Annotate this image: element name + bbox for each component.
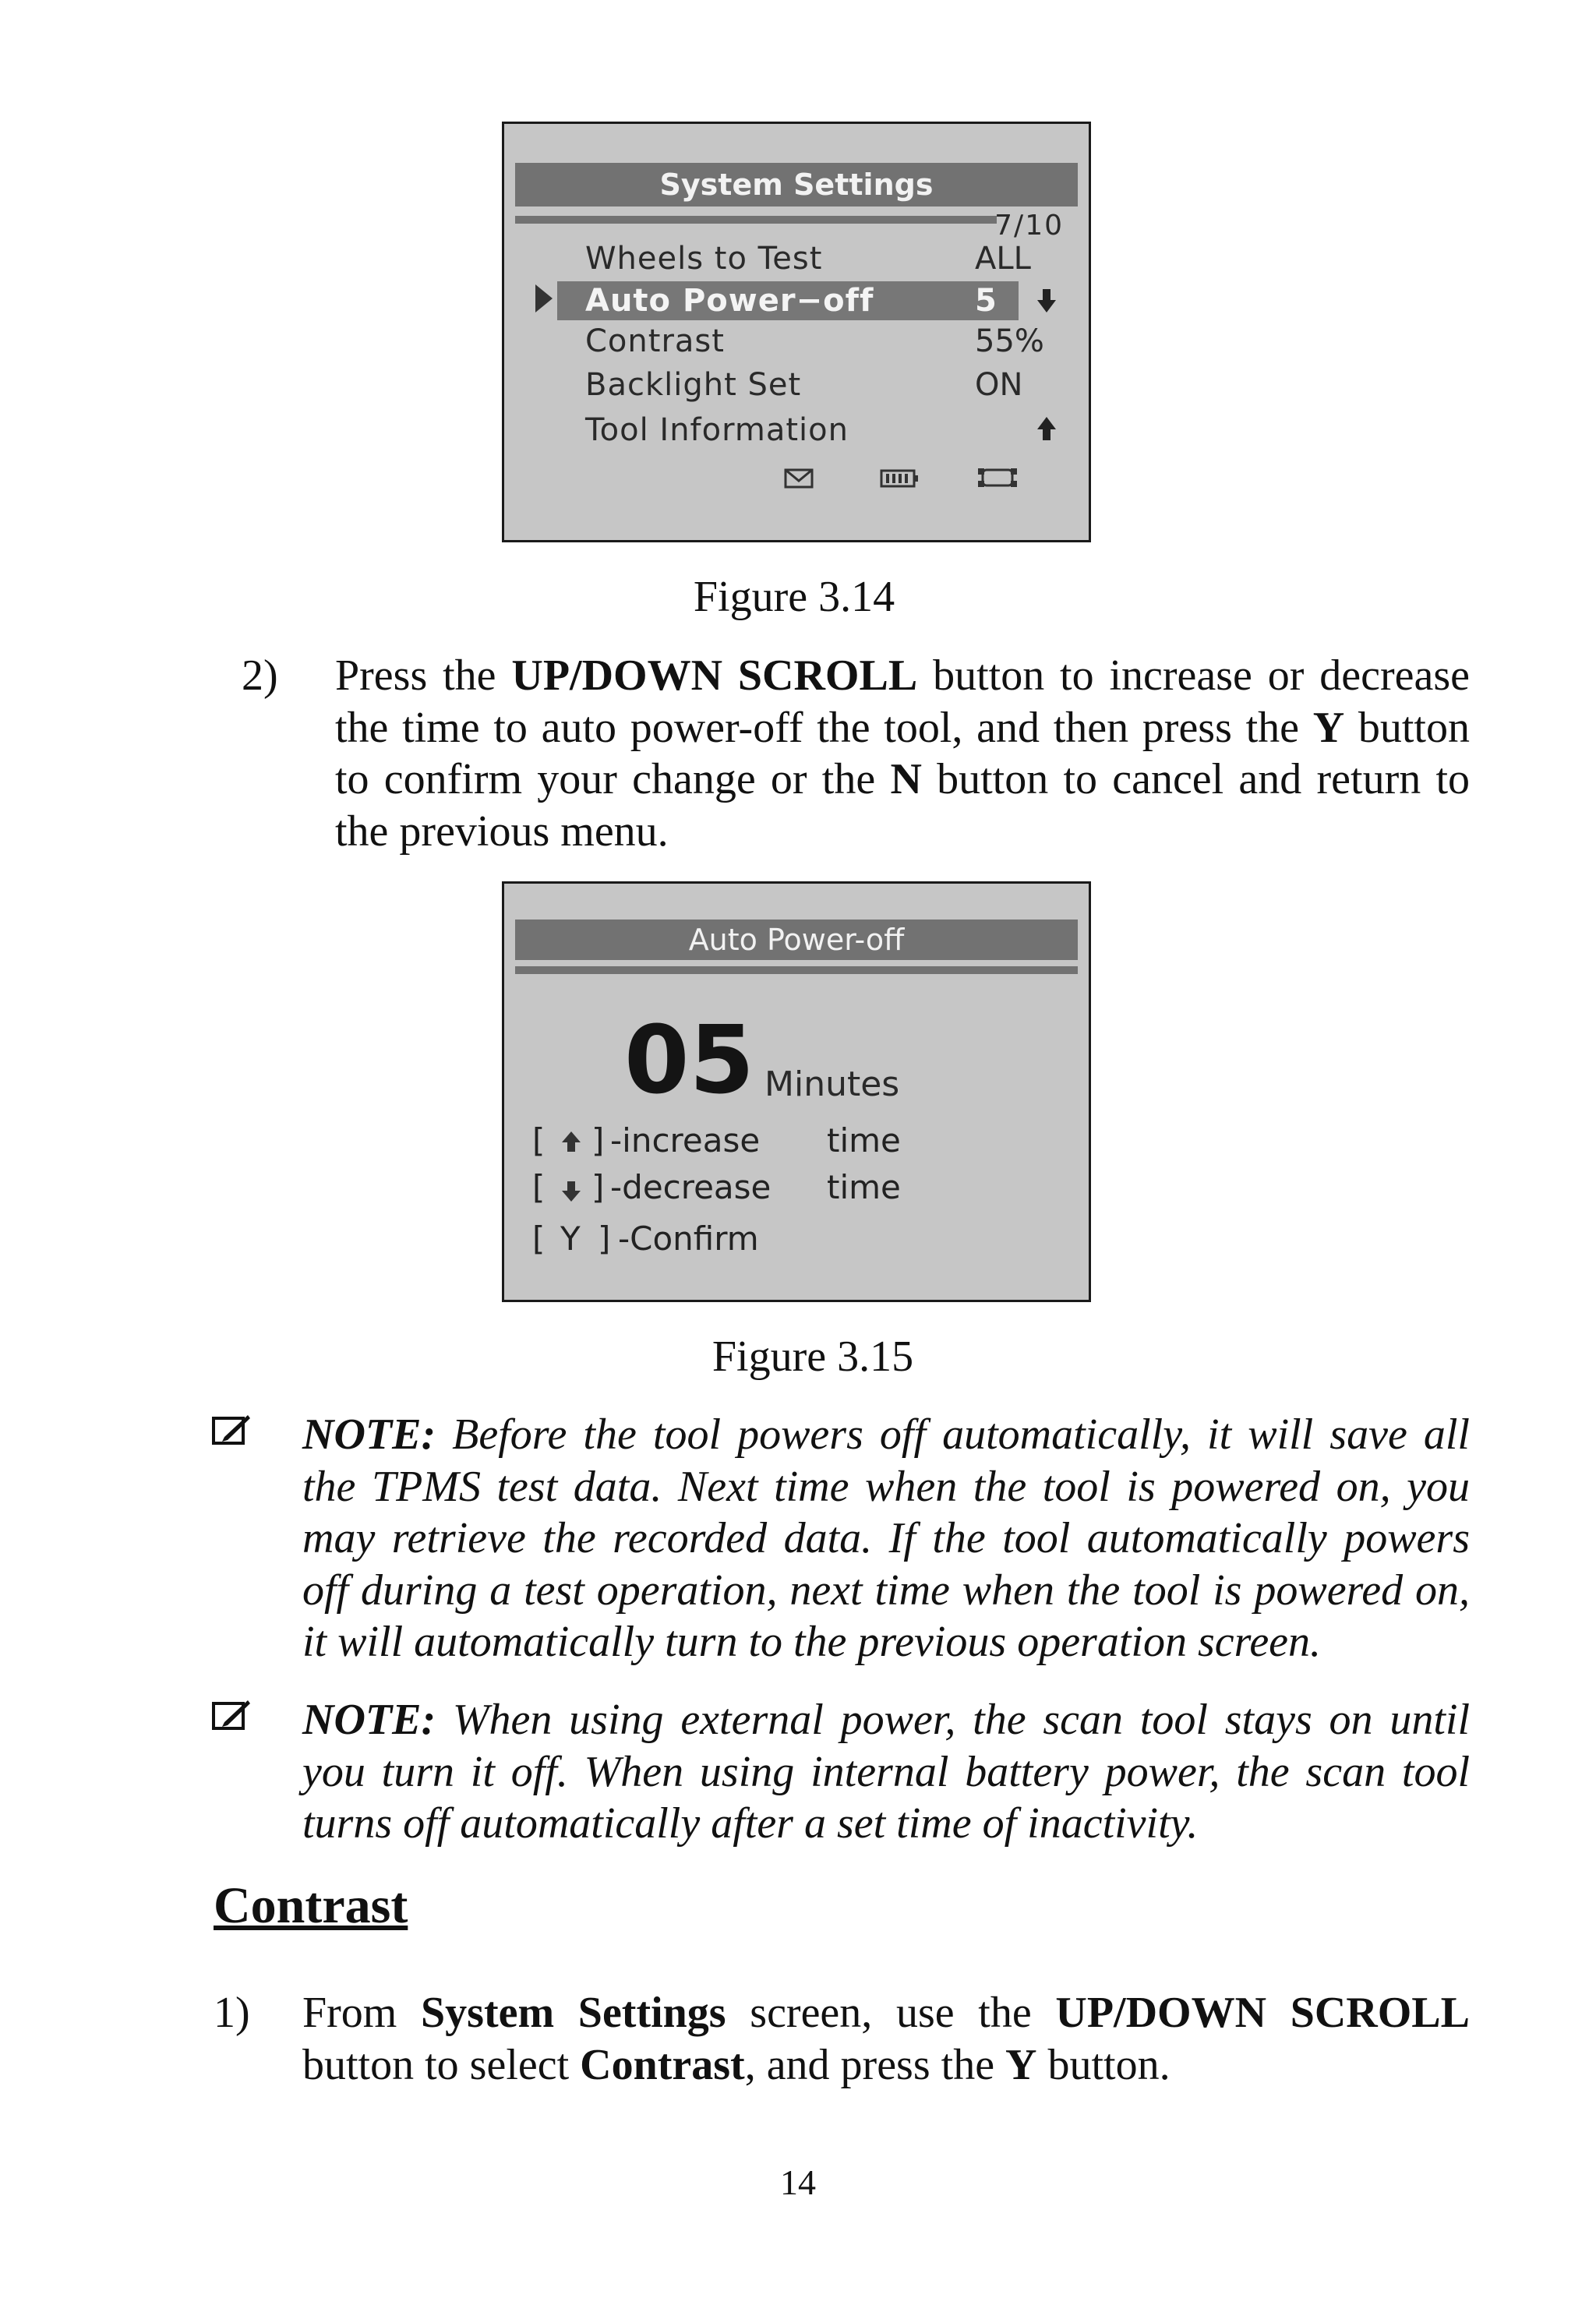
- note-pen-icon: [212, 1699, 251, 1731]
- menu-item-name: Contrast: [580, 2040, 745, 2089]
- power-off-minutes-value: 05: [624, 1007, 754, 1115]
- button-name: Y: [1312, 703, 1345, 752]
- title-rule: [515, 216, 997, 224]
- button-name: UP/DOWN SCROLL: [511, 651, 918, 700]
- system-settings-screen: [502, 122, 1091, 542]
- screen-title: System Settings: [515, 163, 1078, 207]
- note-1: [302, 1409, 1470, 1668]
- note-text: Before the tool powers off automatically, it will save all the TPMS test data. Next time when the tool is powered on, you may retrieve the recorded data. If the tool automatically powers off during a test operation, next time when the tool is powered on, it will automatically turn to the previous operation screen.: [302, 1410, 1470, 1666]
- car-icon: [976, 464, 1019, 490]
- key-action: -Confirm: [618, 1220, 759, 1258]
- menu-row-value: ON: [975, 367, 1023, 403]
- key-letter: Y: [560, 1220, 581, 1258]
- bracket: [: [532, 1121, 546, 1160]
- menu-row-label: Wheels to Test: [585, 241, 823, 277]
- text-run: button.: [1036, 2040, 1171, 2089]
- note-text: When using external power, the scan tool stays on until you turn it off. When using internal battery power, the scan tool turns off automatically after a set time of inactivity.: [302, 1696, 1470, 1848]
- page-number: 14: [780, 2162, 816, 2202]
- step-number: 1): [214, 1989, 250, 2037]
- menu-row-wheels-to-test[interactable]: [585, 239, 1047, 278]
- text-run: button to select: [302, 2040, 581, 2089]
- menu-row-label: Backlight Set: [585, 367, 802, 403]
- text-run: screen, use the: [726, 1989, 1056, 2037]
- menu-row-label: Tool Information: [585, 412, 849, 448]
- note-2: [302, 1694, 1470, 1850]
- bracket: ]: [591, 1121, 605, 1160]
- text-run: button to cancel and return to the previous menu.: [335, 755, 1471, 856]
- mail-icon: [783, 467, 814, 490]
- scroll-down-arrow-icon: [1036, 288, 1058, 314]
- bracket: ]: [591, 1168, 605, 1206]
- menu-row-tool-information[interactable]: [585, 411, 1047, 450]
- bracket: [: [532, 1220, 546, 1258]
- note-pen-icon: [212, 1414, 251, 1446]
- key-object: time: [827, 1121, 901, 1160]
- menu-row-label: Auto Power−off: [585, 283, 874, 319]
- scroll-up-arrow-icon: [1036, 415, 1058, 442]
- note-label: NOTE:: [302, 1410, 436, 1459]
- text-run: From: [302, 1989, 422, 2037]
- up-arrow-icon: [556, 1117, 587, 1164]
- key-action: -decrease: [610, 1168, 772, 1206]
- button-name: UP/DOWN SCROLL: [1055, 1989, 1470, 2037]
- menu-row-value: ALL: [975, 241, 1031, 277]
- figure-caption: Figure 3.15: [711, 1333, 914, 1381]
- title-rule: [515, 966, 1078, 974]
- auto-power-off-screen: [502, 881, 1091, 1302]
- screen-title: Auto Power-off: [515, 920, 1078, 960]
- text-run: button to increase or decrease the time to auto power-off the tool, and then press the: [335, 651, 1471, 752]
- section-heading: Contrast: [214, 1877, 408, 1934]
- menu-row-value: 55%: [975, 323, 1044, 359]
- step-1-paragraph: [302, 1987, 1470, 2091]
- menu-row-label: Contrast: [585, 323, 725, 359]
- text-run: Press the: [335, 651, 512, 700]
- menu-row-contrast[interactable]: [585, 322, 1047, 361]
- button-name: Y: [1005, 2040, 1037, 2089]
- button-name: N: [890, 755, 922, 803]
- bracket: ]: [598, 1220, 611, 1258]
- page-indicator: 7/10: [994, 210, 1064, 242]
- selection-pointer-icon: [535, 284, 553, 312]
- note-label: NOTE:: [302, 1696, 436, 1744]
- menu-row-auto-power-off[interactable]: [557, 281, 1019, 320]
- battery-icon: [880, 467, 920, 490]
- key-object: time: [827, 1168, 901, 1206]
- menu-row-value: 5: [975, 283, 997, 319]
- text-run: button to confirm your change or the: [335, 703, 1470, 803]
- text-run: , and press the: [744, 2040, 1006, 2089]
- step-2-paragraph: [335, 650, 1470, 857]
- menu-row-backlight-set[interactable]: [585, 365, 1047, 404]
- down-arrow-icon: [556, 1164, 587, 1211]
- minutes-unit-label: Minutes: [764, 1064, 900, 1104]
- key-action: -increase: [610, 1121, 761, 1160]
- step-number: 2): [242, 651, 278, 700]
- bracket: [: [532, 1168, 546, 1206]
- screen-name: System Settings: [421, 1989, 726, 2037]
- figure-caption: Figure 3.14: [693, 573, 895, 621]
